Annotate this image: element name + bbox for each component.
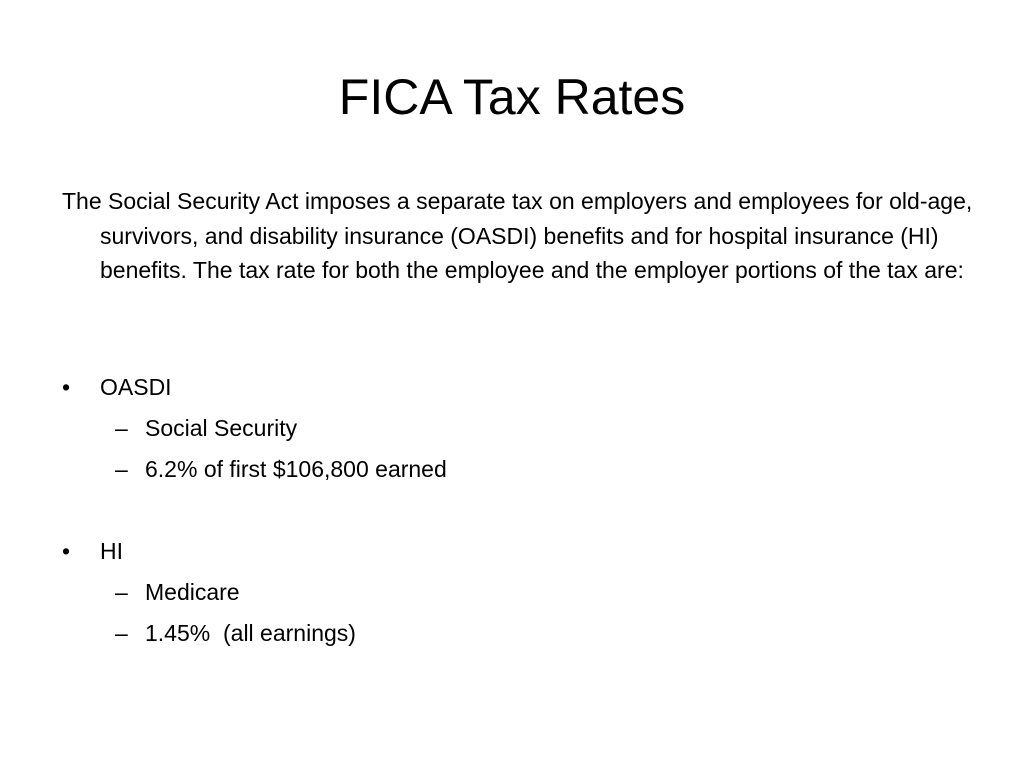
subitem-social-security xyxy=(115,411,297,445)
subitem-oasdi-rate xyxy=(115,452,447,486)
intro-paragraph: The Social Security Act imposes a separate tax on employers and employees for old-age, survivors, and disability insurance (OASDI) benefits and for hospital insurance (HI) benefits. The tax rate for both the employee and the employer portions of the tax are: xyxy=(62,188,973,283)
subitem-label: Medicare xyxy=(145,579,240,605)
dash-mark: – xyxy=(115,415,128,441)
bullet-label: OASDI xyxy=(100,374,172,400)
bullet-label: HI xyxy=(100,538,123,564)
dash-mark: – xyxy=(115,456,128,482)
subitem-label: 1.45% (all earnings) xyxy=(145,620,356,646)
slide-title: FICA Tax Rates xyxy=(338,69,686,125)
bullet-mark: • xyxy=(62,374,71,400)
subitem-label: 6.2% of first $106,800 earned xyxy=(145,456,447,482)
dash-mark: – xyxy=(115,579,128,605)
subitem-label: Social Security xyxy=(145,415,298,441)
subitem-hi-rate xyxy=(115,616,356,650)
bullet-mark: • xyxy=(62,538,71,564)
dash-mark: – xyxy=(115,620,128,646)
subitem-medicare xyxy=(115,575,240,609)
bullet-oasdi xyxy=(62,370,172,404)
bullet-hi xyxy=(62,534,123,568)
